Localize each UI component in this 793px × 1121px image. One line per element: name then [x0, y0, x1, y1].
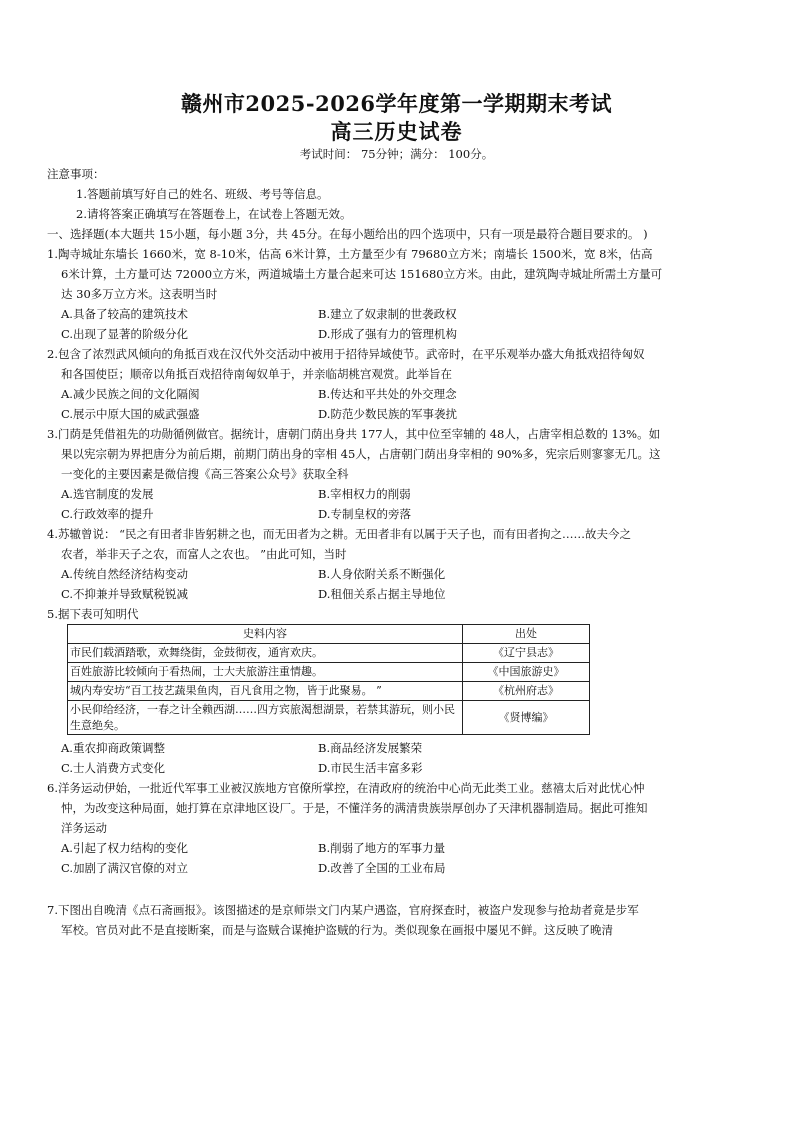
question-2-option-d: D.防范少数民族的军事袭扰 [318, 407, 457, 421]
exam-subtitle: 高三历史试卷 [330, 119, 463, 144]
question-7-line: 军校。官员对此不是直接断案，而是与盗贼合谋掩护盗贼的行为。类似现象在画报中屡见不鲜。这反映了晚清 [61, 923, 613, 937]
question-6-option-c: C.加剧了满汉官僚的对立 [61, 861, 189, 875]
question-7-line: 7.下图出自晚清《点石斋画报》。该图描述的是京师崇文门内某户遇盗，官府探查时，被盗户发现参与抢劫者竟是步军 [47, 903, 639, 917]
section-heading: 一、选择题(本大题共 15小题，每小题 3分，共 45分。在每小题给出的四个选项中，只有一项是最符合题目要求的。 ) [47, 227, 648, 241]
question-4-option-b: B.人身依附关系不断强化 [318, 567, 446, 581]
question-4-line: 4.苏辙曾说： “民之有田者非皆躬耕之也，而无田者为之耕。无田者非有以属于天子也，而有田者拘之……故夫今之 [47, 527, 632, 541]
question-6-line: 洋务运动 [61, 821, 107, 835]
question-2-option-c: C.展示中原大国的威武强盛 [61, 407, 200, 421]
question-1-option-a: A.具备了较高的建筑技术 [61, 307, 188, 321]
question-1-line: 达 30多万立方米。这表明当时 [61, 287, 218, 301]
question-4-option-c: C.不抑兼并导致赋税锐减 [61, 587, 189, 601]
question-5-option-a: A.重农抑商政策调整 [61, 741, 165, 755]
question-5-option-c: C.士人消费方式变化 [61, 761, 166, 775]
table-cell-content: 百姓旅游比较倾向于看热闹，士大夫旅游注重情趣。 [68, 663, 463, 682]
question-2-option-b: B.传达和平共处的外交理念 [318, 387, 457, 401]
question-1-option-d: D.形成了强有力的管理机构 [318, 327, 457, 341]
question-4-option-d: D.租佃关系占据主导地位 [318, 587, 446, 601]
table-cell-source: 《辽宁县志》 [463, 644, 590, 663]
question-3-option-b: B.宰相权力的削弱 [318, 487, 411, 501]
question-2-line: 和各国使臣；顺帝以角抵百戏招待南匈奴单于，并亲临胡桃宫观赏。此举旨在 [61, 367, 452, 381]
notice-heading: 注意事项： [47, 167, 105, 181]
question-3-option-c: C.行政效率的提升 [61, 507, 154, 521]
table-row [68, 701, 590, 735]
question-4-line: 农者，举非天子之农，而富人之农也。 ”由此可知，当时 [61, 547, 347, 561]
table-row [68, 644, 590, 663]
table-header-content: 史料内容 [68, 625, 463, 644]
table-cell-content: 城内寿安坊“百工技艺蔬果鱼肉，百凡食用之物，皆于此聚易。 ” [68, 682, 463, 701]
exam-title: 赣州市2025-2026学年度第一学期期末考试 [180, 91, 613, 116]
question-4-option-a: A.传统自然经济结构变动 [61, 567, 188, 581]
table-cell-source: 《贤博编》 [463, 701, 590, 735]
table-cell-content: 小民仰给经济，一春之计全赖西湖……四方宾旅渴想湖景，若禁其游玩，则小民生意绝矣。 [68, 701, 463, 735]
question-3-line: 一变化的主要因素是微信搜《高三答案公众号》获取全科 [61, 467, 349, 481]
table-row [68, 663, 590, 682]
question-6-option-a: A.引起了权力结构的变化 [61, 841, 188, 855]
table-cell-content: 市民们载酒踏歌，欢舞绕街，金鼓彻夜，通宵欢庆。 [68, 644, 463, 663]
exam-info: 考试时间： 75分钟；满分： 100分。 [299, 147, 494, 161]
question-1-option-c: C.出现了显著的阶级分化 [61, 327, 189, 341]
notice-item: 1.答题前填写好自己的姓名、班级、考号等信息。 [76, 187, 329, 201]
table-cell-source: 《杭州府志》 [463, 682, 590, 701]
question-5-option-b: B.商品经济发展繁荣 [318, 741, 423, 755]
question-5-option-d: D.市民生活丰富多彩 [318, 761, 423, 775]
table-row [68, 682, 590, 701]
question-6-line: 6.洋务运动伊始，一批近代军事工业被汉族地方官僚所掌控，在清政府的统治中心尚无此类工业。慈禧太后对此忧心忡 [47, 781, 645, 795]
question-6-option-d: D.改善了全国的工业布局 [318, 861, 446, 875]
question-5-line: 5.据下表可知明代 [47, 607, 139, 621]
question-2-line: 2.包含了浓烈武风倾向的角抵百戏在汉代外交活动中被用于招待异域使节。武帝时，在平乐观举办盛大角抵戏招待匈奴 [47, 347, 645, 361]
question-6-line: 忡，为改变这种局面，她打算在京津地区设厂。于是，不懂洋务的满清贵族崇厚创办了天津机器制造局。据此可推知 [61, 801, 648, 815]
question-6-option-b: B.削弱了地方的军事力量 [318, 841, 446, 855]
question-1-line: 6米计算，土方量可达 72000立方米，两道城墙土方量合起来可达 151680立方米。由此，建筑陶寺城址所需土方量可 [61, 267, 663, 281]
question-1-option-b: B.建立了奴隶制的世袭政权 [318, 307, 457, 321]
source-table [67, 624, 590, 735]
table-cell-source: 《中国旅游史》 [463, 663, 590, 682]
table-header-row [68, 625, 590, 644]
question-3-option-d: D.专制皇权的旁落 [318, 507, 411, 521]
question-2-option-a: A.减少民族之间的文化隔阂 [61, 387, 200, 401]
question-3-line: 果以宪宗朝为界把唐分为前后期，前期门荫出身的宰相 45人，占唐朝门荫出身宰相的 90%多，宪宗后则寥寥无几。这 [61, 447, 661, 461]
notice-item: 2.请将答案正确填写在答题卷上，在试卷上答题无效。 [76, 207, 352, 221]
table-header-source: 出处 [463, 625, 590, 644]
question-1-line: 1.陶寺城址东墙长 1660米，宽 8-10米，估高 6米计算，土方量至少有 79680立方米；南墙长 1500米，宽 8米，估高 [47, 247, 653, 261]
question-3-option-a: A.选官制度的发展 [61, 487, 154, 501]
question-3-line: 3.门荫是凭借祖先的功勋循例做官。据统计，唐朝门荫出身共 177人，其中位至宰辅的 48人，占唐宰相总数的 13%。如 [47, 427, 661, 441]
